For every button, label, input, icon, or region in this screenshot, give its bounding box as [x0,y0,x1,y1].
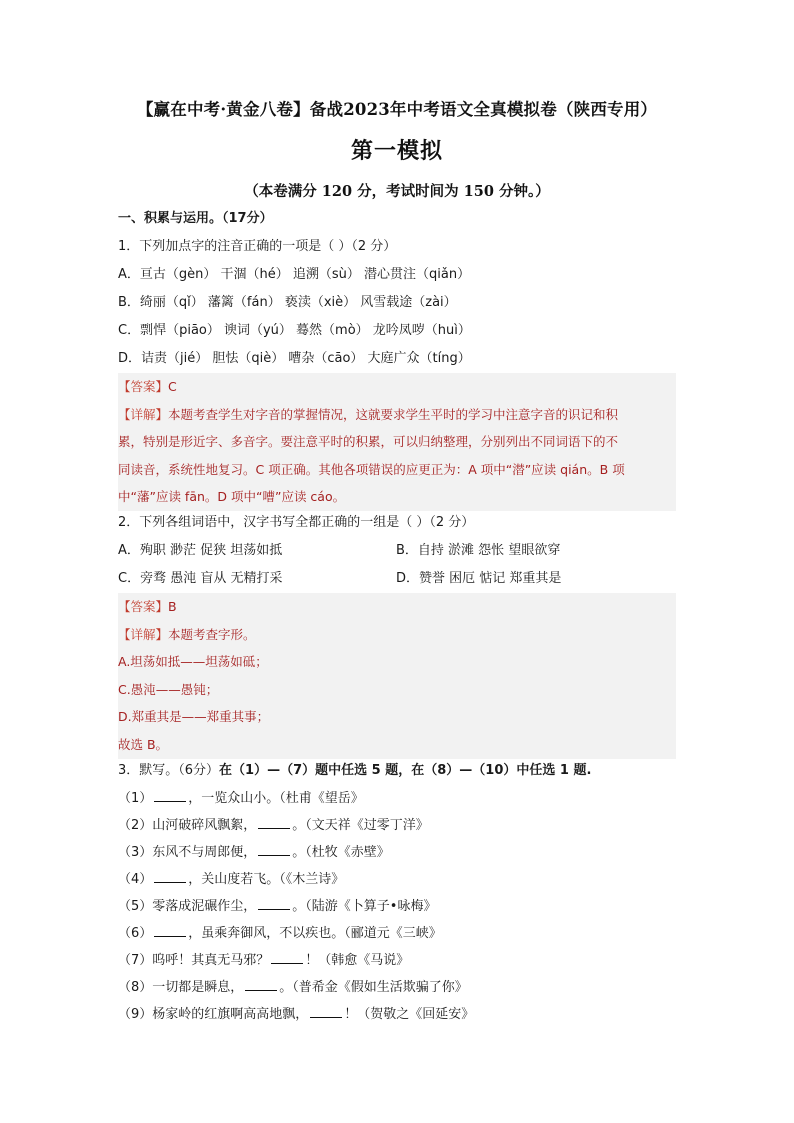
q2-option-c: C．旁骛 愚沌 盲从 无精打采 [118,571,283,586]
q2-explain-row [118,621,676,649]
answer-label: 【答案】 [118,379,169,394]
q2-explain-line: 故选 B。 [118,736,169,752]
answer-blank[interactable] [258,843,290,856]
q1-answer-row [118,373,676,401]
q1-explain-line: 同读音，系统性地复习。C 项正确。其他各项错误的应更正为：A 项中“潜”应读 qián。B 项 [118,461,625,477]
q2-option-d: D．赞誉 困厄 惦记 郑重其是 [396,571,562,586]
answer-blank[interactable] [258,897,290,910]
explain-label: 【详解】 [118,406,169,422]
item-text-before: 杨家岭的红旗啊高高地飘， [152,1007,309,1022]
q2-explain-line: 本题考查字形。 [168,626,256,642]
item-text-after: 。（陆游《卜算子•咏梅》 [292,899,437,914]
q1-explain-line: 中“藩”应读 fān。D 项中“嘈”应读 cáo。 [118,489,346,505]
item-text-after: 。（文天祥《过零丁洋》 [292,818,429,833]
item-number: （5） [118,899,153,914]
explain-label: 【详解】 [118,626,169,642]
item-text-after: 。（普希金《假如生活欺骗了你》 [279,980,468,995]
answer-blank[interactable] [310,1005,342,1018]
item-number: （2） [118,818,153,833]
item-number: （3） [118,845,153,860]
answer-blank[interactable] [154,924,186,937]
item-number: （7） [118,953,153,968]
q1-option-b: B．绮丽（qǐ） 藩篱（fán） 亵渎（xiè） 风雪载途（zài） [118,295,457,310]
q3-item-2 [118,816,429,835]
q3-stem [118,762,591,780]
q1-answer-box [118,373,676,511]
q3-item-1 [118,789,364,808]
item-number: （4） [118,872,153,887]
answer-blank[interactable] [271,951,303,964]
q3-item-3 [118,843,390,862]
section-title: 一、积累与运用。（17分） [118,211,273,226]
answer-blank[interactable] [258,816,290,829]
q1-stem: 1．下列加点字的注音正确的一项是（ ）（2 分） [118,239,397,254]
q2-explain-line: C.愚沌——愚钝； [118,681,219,697]
exam-title: 【赢在中考·黄金八卷】备战2023年中考语文全真模拟卷（陕西专用） [136,100,658,119]
q2-option-a: A．殉职 渺茫 促狭 坦荡如抵 [118,543,283,558]
item-text-after: 。（杜牧《赤壁》 [292,845,390,860]
answer-label: 【答案】 [118,599,169,614]
item-number: （8） [118,980,153,995]
q3-item-8 [118,978,468,997]
q2-answer: B [168,599,177,614]
q1-option-d: D．诘责（jié） 胆怯（qiè） 嘈杂（cāo） 大庭广众（tíng） [118,351,471,366]
item-text-after: ！（韩愈《马说》 [305,953,410,968]
exam-meta: （本卷满分 120 分，考试时间为 150 分钟。） [244,183,550,200]
q3-item-6 [118,924,442,943]
item-text-after: ，关山度若飞。（《木兰诗》 [188,872,345,887]
item-number: （6） [118,926,153,941]
q2-explain-line: D.郑重其是——郑重其事； [118,709,270,725]
q2-stem: 2．下列各组词语中，汉字书写全都正确的一组是（ ）（2 分） [118,515,475,530]
q3-stem-instruction: 在（1）—（7）题中任选 5 题，在（8）—（10）中任选 1 题. [219,763,592,778]
item-text-before: 一切都是瞬息， [152,980,244,995]
q1-explain-line: 本题考查学生对字音的掌握情况，这就要求学生平时的学习中注意字音的识记和积 [168,406,619,422]
q3-item-7 [118,951,409,970]
q1-explain-row [118,401,676,429]
q3-stem-text: 3．默写。（6分） [118,763,220,778]
q3-item-4 [118,870,344,889]
q1-option-c: C．剽悍（piāo） 谀词（yú） 蓦然（mò） 龙吟凤哕（huì） [118,323,471,338]
item-text-before: 呜呼！其真无马邪？ [152,953,270,968]
item-text-after: ！（贺敬之《回延安》 [344,1007,475,1022]
answer-blank[interactable] [245,978,277,991]
answer-blank[interactable] [154,870,186,883]
q1-answer: C [168,379,177,394]
q3-item-9 [118,1005,474,1024]
item-text-before: 零落成泥碾作尘， [152,899,257,914]
q1-explain-line: 累，特别是形近字、多音字。要注意平时的积累，可以归纳整理，分别列出不同词语下的不 [118,434,619,450]
q2-option-b: B．自持 淤滩 怨怅 望眼欲穿 [396,543,561,558]
q2-answer-box [118,593,676,759]
exam-subtitle: 第一模拟 [350,138,443,164]
item-number: （1） [118,791,153,806]
answer-blank[interactable] [154,789,186,802]
item-text-after: ，虽乘奔御风，不以疾也。（郦道元《三峡》 [188,926,442,941]
item-number: （9） [118,1007,153,1022]
q1-option-a: A．亘古（gèn） 干涸（hé） 追溯（sù） 潜心贯注（qiǎn） [118,267,471,282]
q3-item-5 [118,897,436,916]
q2-answer-row [118,593,676,621]
item-text-before: 东风不与周郎便， [152,845,257,860]
item-text-after: ，一览众山小。（杜甫《望岳》 [188,791,364,806]
q2-explain-line: A.坦荡如抵——坦荡如砥； [118,654,268,670]
item-text-before: 山河破碎风飘絮， [152,818,257,833]
